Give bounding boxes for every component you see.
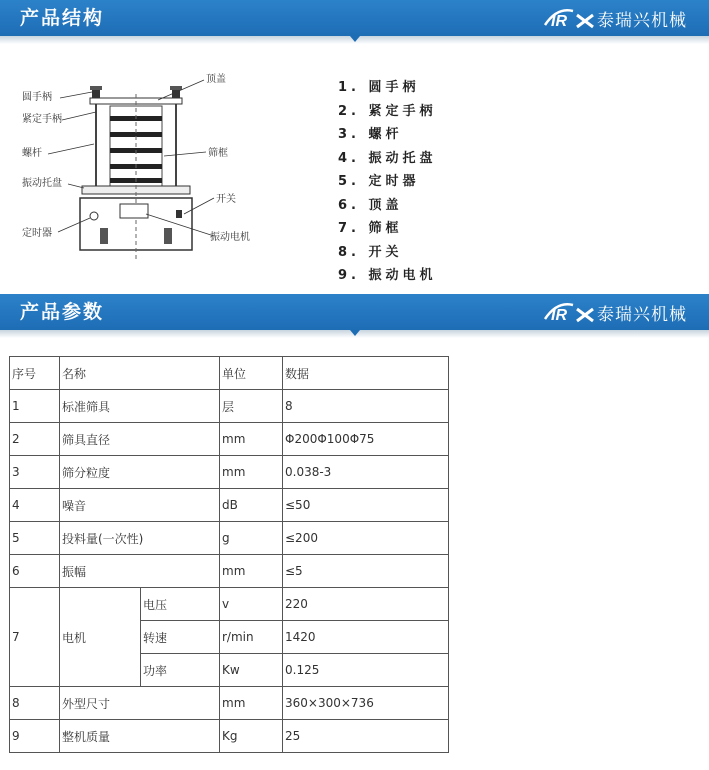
section-banner-parameters: [0, 294, 709, 330]
cell-name: 投料量(一次性): [60, 522, 220, 555]
table-row: [10, 720, 449, 753]
table-row: [10, 555, 449, 588]
section-title: 产品结构: [20, 7, 105, 29]
cell-unit: g: [220, 522, 283, 555]
header-cell: 单位: [220, 357, 283, 390]
cell-unit: Kw: [220, 654, 283, 687]
label-top: 顶盖: [206, 74, 226, 85]
cell-unit: 层: [220, 390, 283, 423]
label-switch: 开关: [216, 194, 236, 205]
parts-list: [338, 76, 437, 288]
parts-list-item: 1. 圆手柄: [338, 80, 420, 95]
brand-logo-icon: [543, 5, 599, 31]
table-header-row: [10, 357, 449, 390]
parts-list-item: 6. 顶盖: [338, 197, 403, 213]
cell-value: 1420: [283, 621, 449, 654]
cell-value: 0.038-3: [283, 456, 449, 489]
label-motor: 振动电机: [210, 232, 250, 243]
table-row: [10, 489, 449, 522]
cell-no: 8: [10, 687, 60, 720]
cell-value: Φ200Φ100Φ75: [283, 423, 449, 456]
cell-name: 筛具直径: [60, 423, 220, 456]
cell-unit: Kg: [220, 720, 283, 753]
parts-list-item: 4. 振动托盘: [338, 150, 437, 166]
table-row: [10, 390, 449, 423]
table-row: [10, 423, 449, 456]
parts-list-item: 5. 定时器: [338, 174, 420, 189]
cell-name: 筛分粒度: [60, 456, 220, 489]
cell-subname: 电压: [141, 588, 220, 621]
cell-no: 6: [10, 555, 60, 588]
cell-unit: mm: [220, 687, 283, 720]
cell-no: 4: [10, 489, 60, 522]
structure-diagram: [18, 64, 258, 289]
banner-notch: [350, 330, 360, 336]
cell-subname: 功率: [141, 654, 220, 687]
parts-list-item: 8. 开关: [338, 244, 403, 260]
cell-unit: dB: [220, 489, 283, 522]
cell-value: ≤50: [283, 489, 449, 522]
cell-value: 8: [283, 390, 449, 423]
label-timer: 定时器: [22, 228, 52, 239]
svg-text:IR: IR: [551, 13, 567, 30]
brand-name: 泰瑞兴机械: [597, 11, 687, 31]
svg-text:IR: IR: [551, 307, 567, 324]
cell-name: 外型尺寸: [60, 687, 220, 720]
cell-no: 3: [10, 456, 60, 489]
table-row: [10, 522, 449, 555]
section-title: 产品参数: [20, 301, 105, 323]
cell-no: 5: [10, 522, 60, 555]
cell-value: 360×300×736: [283, 687, 449, 720]
table-row-motor: [10, 588, 449, 621]
cell-value: 0.125: [283, 654, 449, 687]
section-banner-structure: [0, 0, 709, 36]
header-cell: 名称: [60, 357, 220, 390]
parts-list-item: 7. 筛框: [338, 221, 403, 236]
cell-value: ≤5: [283, 555, 449, 588]
parameters-table: [9, 356, 449, 753]
brand-name: 泰瑞兴机械: [597, 305, 687, 325]
banner-notch: [350, 36, 360, 42]
cell-value: 220: [283, 588, 449, 621]
table-row: [10, 687, 449, 720]
parts-list-item: 3. 螺杆: [338, 127, 403, 142]
cell-unit: r/min: [220, 621, 283, 654]
label-handle: 圆手柄: [22, 92, 52, 103]
cell-value: ≤200: [283, 522, 449, 555]
label-frame: 筛框: [208, 148, 228, 159]
parts-list-item: 2. 紧定手柄: [338, 103, 437, 119]
cell-no: 7: [10, 588, 60, 687]
brand-logo-icon: [543, 299, 599, 325]
header-cell: 数据: [283, 357, 449, 390]
cell-name: 整机质量: [60, 720, 220, 753]
cell-unit: mm: [220, 555, 283, 588]
cell-no: 9: [10, 720, 60, 753]
cell-value: 25: [283, 720, 449, 753]
cell-name: 标准筛具: [60, 390, 220, 423]
label-tray: 振动托盘: [22, 178, 62, 189]
parts-list-item: 9. 振动电机: [338, 268, 437, 283]
cell-no: 2: [10, 423, 60, 456]
cell-name: 噪音: [60, 489, 220, 522]
label-rod: 螺杆: [22, 148, 42, 159]
cell-subname: 转速: [141, 621, 220, 654]
cell-unit: v: [220, 588, 283, 621]
table-row: [10, 456, 449, 489]
cell-unit: mm: [220, 456, 283, 489]
cell-name: 电机: [60, 588, 141, 687]
label-clamp: 紧定手柄: [22, 114, 62, 125]
cell-name: 振幅: [60, 555, 220, 588]
cell-unit: mm: [220, 423, 283, 456]
header-cell: 序号: [10, 357, 60, 390]
cell-no: 1: [10, 390, 60, 423]
